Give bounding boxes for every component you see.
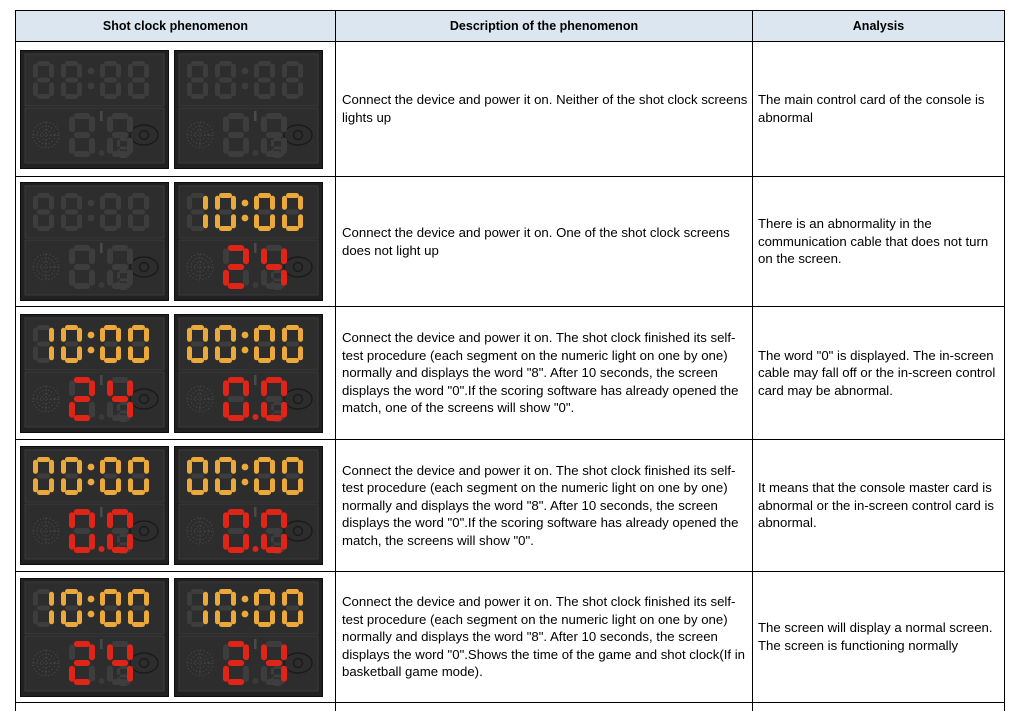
phenomenon-cell	[16, 42, 336, 177]
shot-clock-images	[20, 182, 335, 301]
shot-clock-display	[174, 314, 323, 433]
analysis-cell	[753, 703, 1005, 711]
shot-clock-display	[20, 182, 169, 301]
phenomenon-cell	[16, 703, 336, 711]
analysis-cell	[753, 177, 1005, 307]
analysis-text: The word "0" is displayed. The in-screen cable may fall off or the in-screen control card may be abnormal.	[758, 347, 996, 398]
shot-clock-screen	[20, 578, 169, 697]
shot-clock-screen	[174, 446, 323, 565]
col-header-analysis: Analysis	[753, 11, 1005, 42]
analysis-cell	[753, 440, 1005, 572]
description-cell	[336, 177, 753, 307]
shot-clock-display	[20, 446, 169, 565]
shot-clock-display	[174, 182, 323, 301]
phenomenon-cell	[16, 177, 336, 307]
analysis-text: There is an abnormality in the communication cable that does not turn on the screen.	[758, 216, 989, 267]
shot-clock-screen	[174, 182, 323, 301]
shot-clock-screen	[20, 446, 169, 565]
description-cell	[336, 440, 753, 572]
col-header-description: Description of the phenomenon	[336, 11, 753, 42]
analysis-text: The main control card of the console is abnormal	[758, 92, 985, 125]
shot-clock-screen	[20, 182, 169, 301]
shot-clock-display	[174, 578, 323, 697]
phenomenon-cell	[16, 307, 336, 440]
table-row	[16, 42, 1005, 177]
description-text: Connect the device and power it on. The shot clock finished its self-test procedure (each segment on the numeric light on one by one) normally and displays the word "8". After 10 seconds, the screen displays the word "0".Shows the time of the game and shot clock(If in basketball game mode).	[342, 594, 745, 680]
table-row	[16, 307, 1005, 440]
description-cell	[336, 42, 753, 177]
analysis-text: The screen will display a normal screen. The screen is functioning normally	[758, 620, 993, 653]
header-row	[16, 11, 1005, 42]
phenomenon-cell	[16, 572, 336, 703]
shot-clock-screen	[174, 578, 323, 697]
analysis-text: It means that the console master card is abnormal or the in-screen control card is abnormal.	[758, 480, 995, 531]
shot-clock-images	[20, 578, 335, 697]
shot-clock-screen	[174, 50, 323, 169]
shot-clock-display	[20, 50, 169, 169]
shot-clock-screen	[20, 314, 169, 433]
description-text: Connect the device and power it on. The shot clock finished its self-test procedure (each segment on the numeric light on one by one) normally and displays the word "8". After 10 seconds, the screen displays the word "0".If the scoring software has already opened the match, the screens will show "0".	[342, 462, 739, 548]
description-cell	[336, 307, 753, 440]
shot-clock-images	[20, 446, 335, 565]
shot-clock-images	[20, 314, 335, 433]
shot-clock-display	[20, 578, 169, 697]
description-text: Connect the device and power it on. Neither of the shot clock screens lights up	[342, 92, 748, 125]
shot-clock-display	[174, 446, 323, 565]
table-row	[16, 440, 1005, 572]
description-text: Connect the device and power it on. One of the shot clock screens does not light up	[342, 224, 730, 258]
description-cell	[336, 703, 753, 711]
table-row	[16, 177, 1005, 307]
troubleshooting-table	[15, 10, 1005, 711]
table-row-partial	[16, 703, 1005, 711]
shot-clock-display	[174, 50, 323, 169]
shot-clock-display	[20, 314, 169, 433]
shot-clock-screen	[20, 50, 169, 169]
phenomenon-cell	[16, 440, 336, 572]
analysis-cell	[753, 42, 1005, 177]
description-cell	[336, 572, 753, 703]
shot-clock-images	[20, 50, 335, 169]
description-text: Connect the device and power it on. The shot clock finished its self-test procedure (each segment on the numeric light on one by one) normally and displays the word "8". After 10 seconds, the screen displays the word "0".If the scoring software has already opened the match, one of the screens will show "0".	[342, 330, 739, 416]
analysis-cell	[753, 572, 1005, 703]
table-row	[16, 572, 1005, 703]
shot-clock-screen	[174, 314, 323, 433]
analysis-cell	[753, 307, 1005, 440]
col-header-phenomenon: Shot clock phenomenon	[16, 11, 336, 42]
